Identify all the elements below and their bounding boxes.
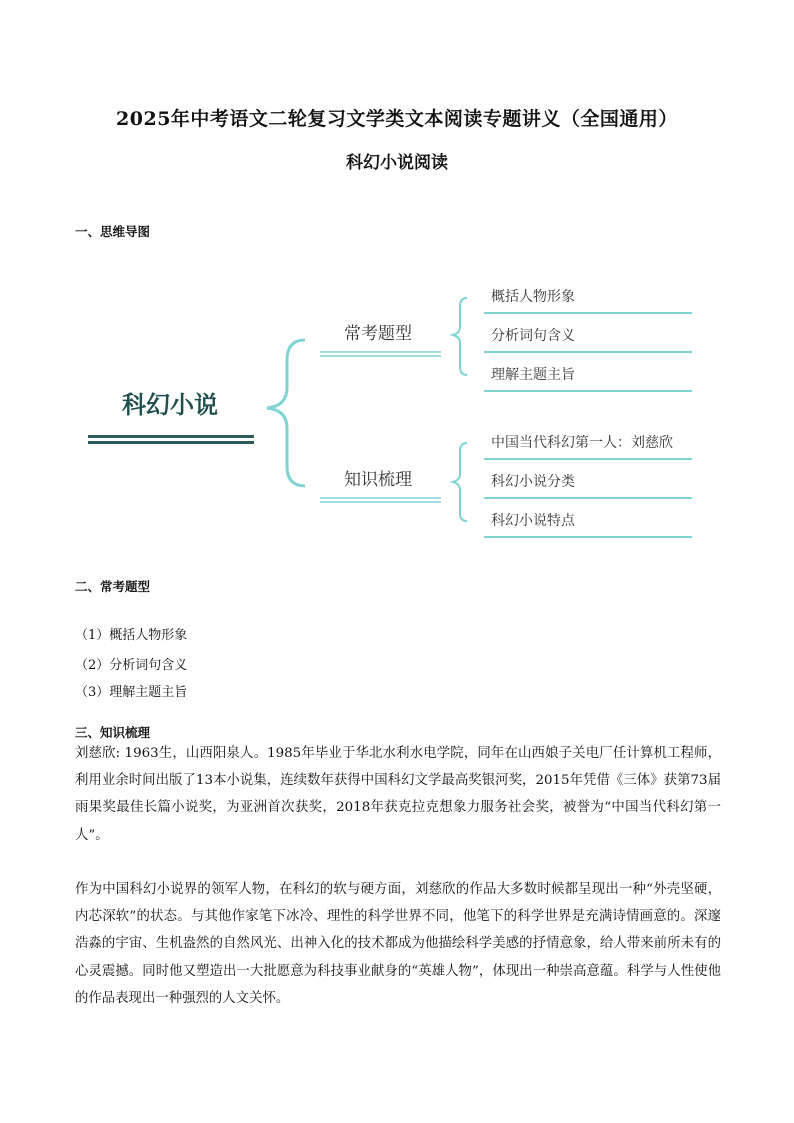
- document-title: 2025年中考语文二轮复习文学类文本阅读专题讲义（全国通用）: [116, 108, 678, 130]
- mindmap-item-1: 概括人物形象: [491, 289, 575, 305]
- branch2-brace: [453, 443, 467, 521]
- exam-type-item-2: （2）分析词句含义: [75, 658, 188, 673]
- mindmap-root-label: 科幻小说: [122, 391, 218, 419]
- root-underline-top: [88, 435, 254, 438]
- exam-type-item-3: （3）理解主题主旨: [75, 685, 188, 700]
- branch1-brace: [453, 298, 467, 375]
- root-underline-bottom: [88, 441, 254, 444]
- mindmap-item-5: 科幻小说分类: [491, 474, 575, 490]
- paragraph-author-style: 作为中国科幻小说界的领军人物，在科幻的软与硬方面，刘慈欣的作品大多数时候都呈现出一种“外壳坚硬，内芯深软”的状态。与其他作家笔下冰冷、理性的科学世界不同，他笔下的科学世界是充满诗情画意的。深邃浩淼的宇宙、生机盎然的自然风光、出神入化的技术都成为他描绘科学美感的抒情意象，给人带来前所未有的心灵震撼。同时他又塑造出一大批愿意为科技事业献身的“英雄人物”，体现出一种崇高意蕴。科学与人性使他的作品表现出一种强烈的人文关怀。: [75, 882, 721, 1006]
- section-heading-mindmap: 一、思维导图: [75, 224, 151, 239]
- branch-label-exam-types: 常考题型: [344, 324, 412, 344]
- mindmap-item-3: 理解主题主旨: [491, 367, 575, 383]
- mindmap-item-2: 分析词句含义: [491, 328, 575, 344]
- mindmap-item-6: 科幻小说特点: [491, 513, 575, 529]
- mindmap-item-4: 中国当代科幻第一人：刘慈欣: [491, 435, 673, 451]
- section-heading-knowledge: 三、知识梳理: [75, 725, 151, 740]
- paragraph-author-bio: 刘慈欣: 1963生，山西阳泉人。1985年毕业于华北水利水电学院，同年在山西娘子关电厂任计算机工程师，利用业余时间出版了13本小说集，连续数年获得中国科幻文学最高奖银河奖，2015年凭借《三体》获第73届雨果奖最佳长篇小说奖，为亚洲首次获奖，2018年获克拉克想象力服务社会奖，被誉为“中国当代科幻第一人”。: [75, 746, 721, 843]
- exam-type-item-1: （1）概括人物形象: [75, 628, 188, 643]
- document-subtitle: 科幻小说阅读: [346, 153, 448, 173]
- section-heading-exam-types: 二、常考题型: [75, 579, 151, 594]
- branch-label-knowledge: 知识梳理: [344, 470, 412, 490]
- main-brace: [267, 340, 305, 486]
